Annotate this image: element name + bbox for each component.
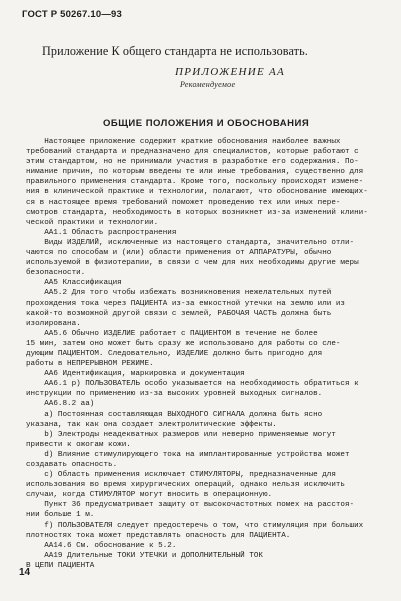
text-line: используемой в физиотерапии, в связи с чем для них необходимы другие меры: [26, 259, 359, 268]
text-line: какой-то возможной другой связи с землей, РАБОЧАЯ ЧАСТЬ должна быть: [26, 309, 332, 318]
text-line: АА6.8.2 аа): [26, 400, 95, 409]
text-line: прохождения тока через ПАЦИЕНТА из-за емкостной утечки на землю или из: [26, 299, 345, 308]
text-line: АА5.2 Для того чтобы избежать возникновения нежелательных путей: [26, 289, 332, 298]
text-line: ния в клинической практике и технологии, полагают, что обоснование имеющих-: [26, 188, 368, 197]
text-line: изолирована.: [26, 319, 81, 328]
text-line: ческой практики и технологии.: [26, 218, 159, 227]
text-line: требований стандарта и предназначено для специалистов, которые работают с: [26, 148, 359, 157]
text-line: f) ПОЛЬЗОВАТЕЛЯ следует предостеречь о том, что стимуляция при больших: [26, 521, 364, 530]
text-line: АА6.1 р) ПОЛЬЗОВАТЕЛЬ особо указывается на необходимость обратиться к: [26, 380, 359, 389]
text-line: d) Влияние стимулирующего тока на имплантированные устройства может: [26, 450, 350, 459]
text-line: Виды ИЗДЕЛИЙ, исключенные из настоящего стандарта, значительно отли-: [26, 238, 355, 247]
text-line: использования во время хирургических операций, однако нельзя исключить: [26, 481, 345, 490]
text-line: этим стандартом, но не принимали участия в разработке его содержания. По-: [26, 158, 359, 167]
text-line: 15 мин, затем оно может быть сразу же использовано для работы со сле-: [26, 339, 341, 348]
text-line: создавать опасность.: [26, 461, 118, 469]
text-line: работы в НЕПРЕРЫВНОМ РЕЖИМЕ.: [26, 360, 154, 369]
page-number: 14: [19, 567, 31, 578]
text-line: ся в настоящее время требований поможет проведению тех или иных пере-: [26, 198, 341, 207]
note-line: Приложение К общего стандарта не использовать.: [42, 44, 308, 58]
text-line: В ЦЕПИ ПАЦИЕНТА: [26, 561, 95, 570]
text-line: инструкции по применению из-за высоких уровней выходных сигналов.: [26, 390, 323, 399]
text-line: случаи, когда СТИМУЛЯТОР могут вносить в операционную.: [26, 491, 273, 500]
text-line: указана, так как она создает электролитические эффекты.: [26, 420, 277, 429]
text-line: смотров стандарта, необходимость в которых возникнет из-за изменений клини-: [26, 208, 368, 217]
text-line: с) Область применения исключает СТИМУЛЯТОРЫ, предназначенные для: [26, 471, 336, 480]
text-line: АА1.1 Область распространения: [26, 228, 177, 237]
text-line: правильного применения стандарта. Кроме того, поскольку происходят измене-: [26, 178, 364, 187]
text-line: Пункт 36 предусматривает защиту от высокочастотных помех на расстоя-: [26, 501, 355, 510]
text-line: АА6 Идентификация, маркировка и документация: [26, 370, 245, 379]
text-line: АА14.6 См. обоснование к 5.2.: [26, 541, 177, 550]
appendix-subtitle: Рекомендуемое: [180, 80, 236, 89]
text-line: чаются по способам и (или) области применения от АППАРАТУРЫ, обычно: [26, 249, 332, 258]
text-line: АА5.6 Обычно ИЗДЕЛИЕ работает с ПАЦИЕНТОМ в течение не более: [26, 329, 318, 338]
text-line: безопасности.: [26, 269, 86, 278]
text-line: b) Электроды неадекватных размеров или неверно применяемые могут: [26, 430, 336, 439]
text-line: дующим ПАЦИЕНТОМ. Следовательно, ИЗДЕЛИЕ должно быть пригодно для: [26, 349, 323, 358]
text-line: нии больше 1 м.: [26, 511, 95, 520]
text-line: нимание причин, по которым введены те или иные требования, существенно для: [26, 168, 364, 177]
text-line: АА19 Длительные ТОКИ УТЕЧКИ и ДОПОЛНИТЕЛЬНЫЙ ТОК: [26, 551, 263, 560]
text-line: а) Постоянная составляющая ВЫХОДНОГО СИГНАЛА должна быть ясно: [26, 410, 323, 419]
text-line: Настоящее приложение содержит краткие обоснования наиболее важных: [26, 138, 341, 146]
text-line: привести к ожогам кожи.: [26, 440, 131, 449]
body-text: [26, 137, 392, 571]
text-line: плотностях тока может представлять опасность для ПАЦИЕНТА.: [26, 531, 291, 540]
text-line: АА5 Классификация: [26, 279, 122, 288]
section-title: ОБЩИЕ ПОЛОЖЕНИЯ И ОБОСНОВАНИЯ: [103, 118, 310, 129]
appendix-title: ПРИЛОЖЕНИЕ АА: [175, 66, 286, 78]
standard-header: ГОСТ Р 50267.10—93: [22, 9, 122, 20]
